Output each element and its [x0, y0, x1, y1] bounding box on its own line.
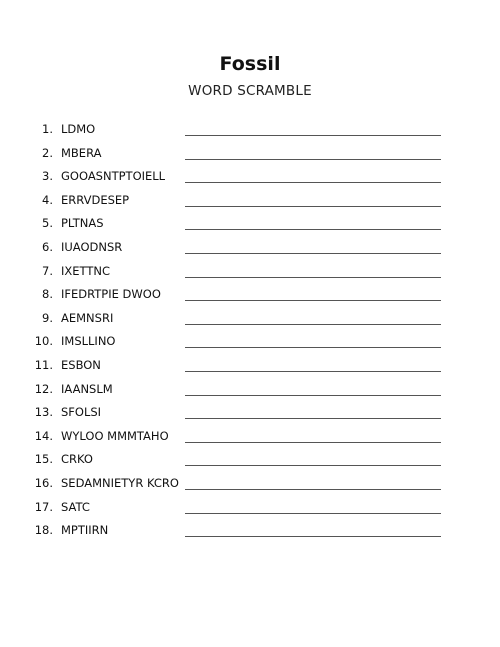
answer-line[interactable] [185, 206, 441, 207]
scramble-item [0, 472, 500, 496]
answer-line[interactable] [185, 159, 441, 160]
scrambled-word: CRKO [61, 452, 93, 467]
scramble-item [0, 378, 500, 402]
scrambled-word: ESBON [61, 357, 101, 372]
scramble-item [0, 519, 500, 543]
answer-line[interactable] [185, 442, 441, 443]
item-number: 2. [42, 145, 53, 160]
answer-line[interactable] [185, 371, 441, 372]
answer-line[interactable] [185, 182, 441, 183]
page-subtitle: WORD SCRAMBLE [188, 83, 312, 99]
scrambled-word: MBERA [61, 145, 102, 160]
item-number: 1. [42, 122, 53, 136]
item-number: 10. [34, 334, 53, 349]
item-number: 14. [34, 428, 53, 443]
scramble-item [0, 189, 500, 213]
scramble-item [0, 448, 500, 472]
answer-line[interactable] [185, 489, 441, 490]
item-number: 8. [42, 287, 53, 302]
scrambled-word: IMSLLINO [61, 334, 116, 349]
scrambled-word: IXETTNC [61, 263, 111, 278]
page-title: Fossil [219, 53, 281, 75]
answer-line[interactable] [185, 465, 441, 466]
answer-line[interactable] [185, 324, 441, 325]
scrambled-word: IAANSLM [61, 381, 113, 396]
scramble-list [0, 118, 500, 543]
scrambled-word: MPTIIRN [61, 523, 109, 538]
scramble-item [0, 142, 500, 166]
item-number: 18. [34, 523, 53, 538]
scrambled-word: AEMNSRI [61, 310, 114, 325]
item-number: 12. [34, 381, 53, 396]
scramble-item [0, 212, 500, 236]
scramble-item [0, 165, 500, 189]
scramble-item [0, 307, 500, 331]
scramble-item [0, 118, 500, 142]
item-number: 15. [34, 452, 53, 467]
scrambled-word: LDMO [61, 122, 96, 136]
scramble-item [0, 330, 500, 354]
scrambled-word: WYLOO MMMTAHO [61, 428, 169, 443]
scramble-item [0, 283, 500, 307]
scramble-item [0, 354, 500, 378]
answer-line[interactable] [185, 513, 441, 514]
scramble-item [0, 236, 500, 260]
scrambled-word: ERRVDESEP [61, 192, 130, 207]
scrambled-word: SEDAMNIETYR KCRO [61, 475, 179, 490]
item-number: 3. [42, 169, 53, 184]
scramble-item [0, 260, 500, 284]
scrambled-word: IFEDRTPIE DWOO [61, 287, 161, 302]
answer-line[interactable] [185, 135, 441, 136]
scrambled-word: IUAODNSR [61, 239, 123, 254]
answer-line[interactable] [185, 253, 441, 254]
scramble-item [0, 425, 500, 449]
answer-line[interactable] [185, 229, 441, 230]
item-number: 16. [34, 475, 53, 490]
item-number: 4. [42, 192, 53, 207]
scramble-item [0, 496, 500, 520]
item-number: 13. [34, 405, 53, 420]
item-number: 11. [34, 357, 53, 372]
answer-line[interactable] [185, 277, 441, 278]
answer-line[interactable] [185, 395, 441, 396]
scramble-item [0, 401, 500, 425]
item-number: 5. [42, 216, 53, 231]
answer-line[interactable] [185, 536, 441, 537]
item-number: 7. [42, 263, 53, 278]
scrambled-word: SATC [61, 499, 90, 514]
item-number: 6. [42, 239, 53, 254]
scrambled-word: SFOLSI [61, 405, 102, 420]
scrambled-word: GOOASNTPTOIELL [61, 169, 166, 184]
item-number: 9. [42, 310, 53, 325]
scrambled-word: PLTNAS [61, 216, 104, 231]
item-number: 17. [34, 499, 53, 514]
answer-line[interactable] [185, 418, 441, 419]
answer-line[interactable] [185, 300, 441, 301]
answer-line[interactable] [185, 347, 441, 348]
